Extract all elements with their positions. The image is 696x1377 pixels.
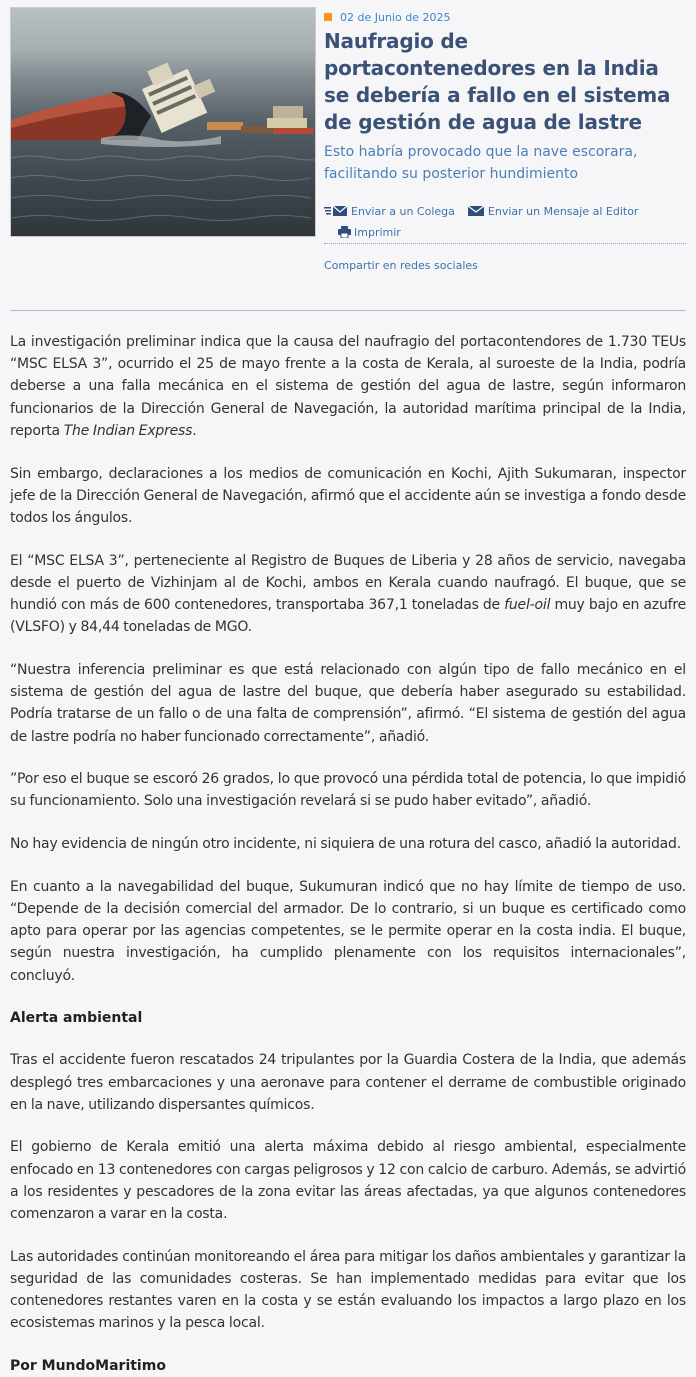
paragraph-5: ”Por eso el buque se escoró 26 grados, lo que provocó una pérdida total de potencia, lo que impidió su funcionamiento. Solo una investigación revelará si se pudo haber evitado”, añadió. [10, 771, 686, 810]
paragraph-9: El gobierno de Kerala emitió una alerta máxima debido al riesgo ambiental, especialmente enfocado en 13 contenedores con cargas peligrosos y 12 con calcio de carburo. Además, se advirtió a los residentes y pescadores de la zona evitar las áreas afectadas, ya que algunos contenedores comenzaron a varar en la costa. [10, 1139, 686, 1223]
printer-icon [338, 226, 351, 238]
header-divider [10, 310, 686, 311]
paragraph-3 [10, 550, 686, 639]
paragraph-1 [10, 331, 686, 442]
article-subtitle: Esto habría provocado que la nave escorara, facilitando su posterior hundimiento [324, 144, 638, 182]
sinking-ship-illustration [11, 8, 315, 236]
fuel-oil-term: fuel-oil [504, 597, 551, 614]
actions-divider [324, 243, 686, 244]
date-row [324, 10, 686, 24]
article-heading [324, 10, 686, 185]
article-photo [10, 7, 316, 237]
paragraph-10: Las autoridades continúan monitoreando el área para mitigar los daños ambientales y garantizar la seguridad de las comunidades costeras. Se han implementado medidas para evitar que los contenedores restantes varen en la costa y se están evaluando los impactos a largo plazo en los ecosistemas marinos y la pesca local. [10, 1248, 686, 1332]
paragraph-8: Tras el accidente fueron rescatados 24 tripulantes por la Guardia Costera de la India, que además desplegó tres embarcaciones y una aeronave para contener el derrame de combustible originado en la nave, utilizando dispersantes químicos. [10, 1052, 686, 1113]
envelope-icon [467, 205, 485, 217]
date-bullet-icon [324, 13, 332, 21]
paragraph-6: No hay evidencia de ningún otro incidente, ni siquiera de una rotura del casco, añadió la autoridad. [10, 836, 681, 853]
print-label: Imprimir [354, 225, 401, 239]
article-title: Naufragio de portacontenedores en la India se debería a fallo en el sistema de gestión de agua de lastre [324, 29, 671, 134]
paragraph-1-text: La investigación preliminar indica que la causa del naufragio del portacontendores de 1.730 TEUs “MSC ELSA 3”, ocurrido el 25 de mayo frente a la costa de Kerala, al suroeste de la India, podría deberse a una falla mecánica en el sistema de gestión del agua de lastre, según informaron funcionarios de la Dirección General de Navegación, la autoridad marítima principal de la India, reporta [10, 334, 686, 439]
send-colleague-link[interactable] [324, 205, 455, 218]
article-header [0, 0, 696, 300]
article-body [10, 331, 686, 1377]
source-name: The Indian Express [63, 422, 193, 439]
send-colleague-label: Enviar a un Colega [351, 204, 455, 218]
section-heading-alert: Alerta ambiental [10, 1010, 143, 1027]
paragraph-1-end: . [192, 422, 197, 439]
send-editor-label: Enviar un Mensaje al Editor [487, 204, 639, 218]
article-actions [324, 203, 686, 239]
article-date: 02 de Junio de 2025 [340, 10, 451, 24]
paragraph-7: En cuanto a la navegabilidad del buque, Sukumuran indicó que no hay límite de tiempo de uso. “Depende de la decisión comercial del armador. De lo contrario, si un buque es certificado como apto para operar por las agencias competentes, se le permite operar en la costa india. El buque, según nuestra investigación, ha cumplido plenamente con los requisitos internacionales”, concluyó. [10, 878, 686, 984]
print-link[interactable] [338, 226, 401, 239]
article-signature: Por MundoMaritimo [10, 1358, 166, 1375]
send-editor-link[interactable] [467, 205, 639, 218]
envelope-forward-icon [324, 205, 348, 217]
paragraph-3-text-b: muy bajo en azufre (VLSFO) y 84,44 toneladas de MGO. [10, 597, 687, 636]
paragraph-2: Sin embargo, declaraciones a los medios de comunicación en Kochi, Ajith Sukumaran, inspector jefe de la Dirección General de Navegación, afirmó que el accidente aún se investiga a fondo desde todos los ángulos. [10, 465, 686, 526]
paragraph-3-text-a: El “MSC ELSA 3”, perteneciente al Registro de Buques de Liberia y 28 años de servicio, navegaba desde el puerto de Vizhinjam al de Kochi, ambos en Kerala cuando naufragó. El buque, que se hundió con más de 600 contenedores, transportaba 367,1 toneladas de [10, 552, 686, 614]
share-social-link[interactable]: Compartir en redes sociales [324, 259, 478, 272]
paragraph-4: “Nuestra inferencia preliminar es que está relacionado con algún tipo de fallo mecánico en el sistema de gestión del agua de lastre del buque, que debería haber asegurado su estabilidad. Podría tratarse de un fallo o de una falta de comprensión”, afirmó. “El sistema de gestión del agua de lastre podría no haber funcionado correctamente”, añadió. [10, 661, 686, 745]
